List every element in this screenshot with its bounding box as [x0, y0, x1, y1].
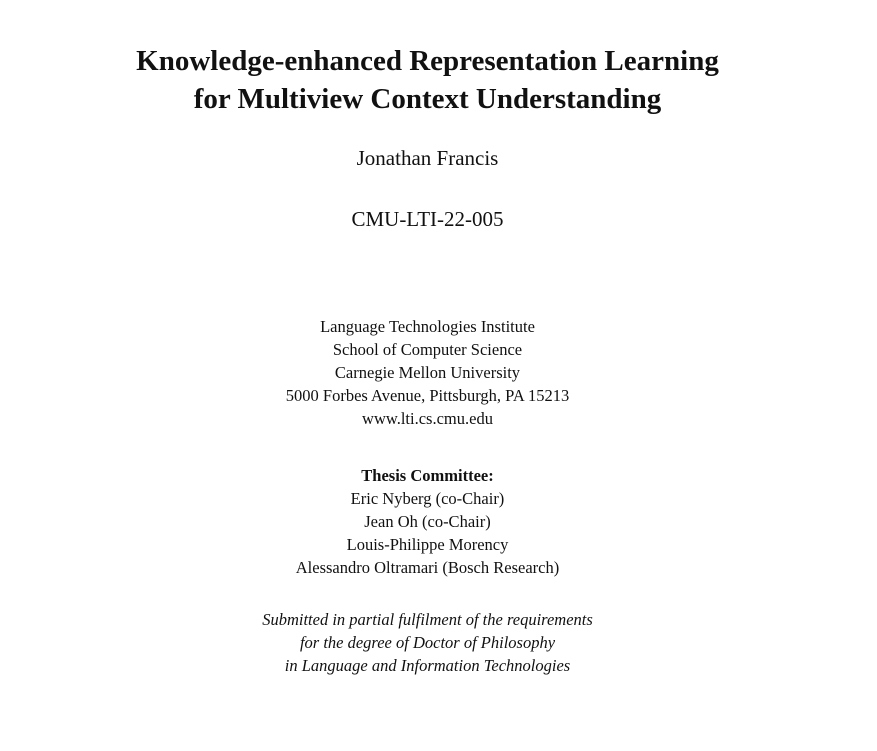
committee-member: Eric Nyberg (co-Chair): [350, 489, 505, 508]
submission-line: Submitted in partial fulfilment of the requirements: [262, 610, 593, 629]
thesis-title-line-1: Knowledge-enhanced Representation Learning: [136, 45, 719, 77]
institute-name: Language Technologies Institute: [320, 317, 535, 336]
street-address: 5000 Forbes Avenue, Pittsburgh, PA 15213: [285, 386, 570, 405]
committee-heading: Thesis Committee:: [361, 466, 494, 485]
author-name: Jonathan Francis: [356, 146, 499, 170]
submission-line: for the degree of Doctor of Philosophy: [299, 633, 556, 652]
committee-member: Louis-Philippe Morency: [346, 535, 509, 554]
university-name: Carnegie Mellon University: [334, 363, 521, 382]
thesis-title-line-2: for Multiview Context Understanding: [193, 83, 662, 115]
committee-member: Alessandro Oltramari (Bosch Research): [295, 558, 560, 577]
report-number: CMU-LTI-22-005: [351, 207, 504, 231]
submission-line: in Language and Information Technologies: [284, 656, 571, 675]
thesis-title: [0, 42, 855, 118]
thesis-committee: [0, 464, 855, 579]
school-name: School of Computer Science: [332, 340, 523, 359]
committee-member: Jean Oh (co-Chair): [364, 512, 491, 531]
submission-statement: [0, 608, 855, 677]
website-url: www.lti.cs.cmu.edu: [362, 409, 493, 428]
institute-address: [0, 315, 855, 430]
